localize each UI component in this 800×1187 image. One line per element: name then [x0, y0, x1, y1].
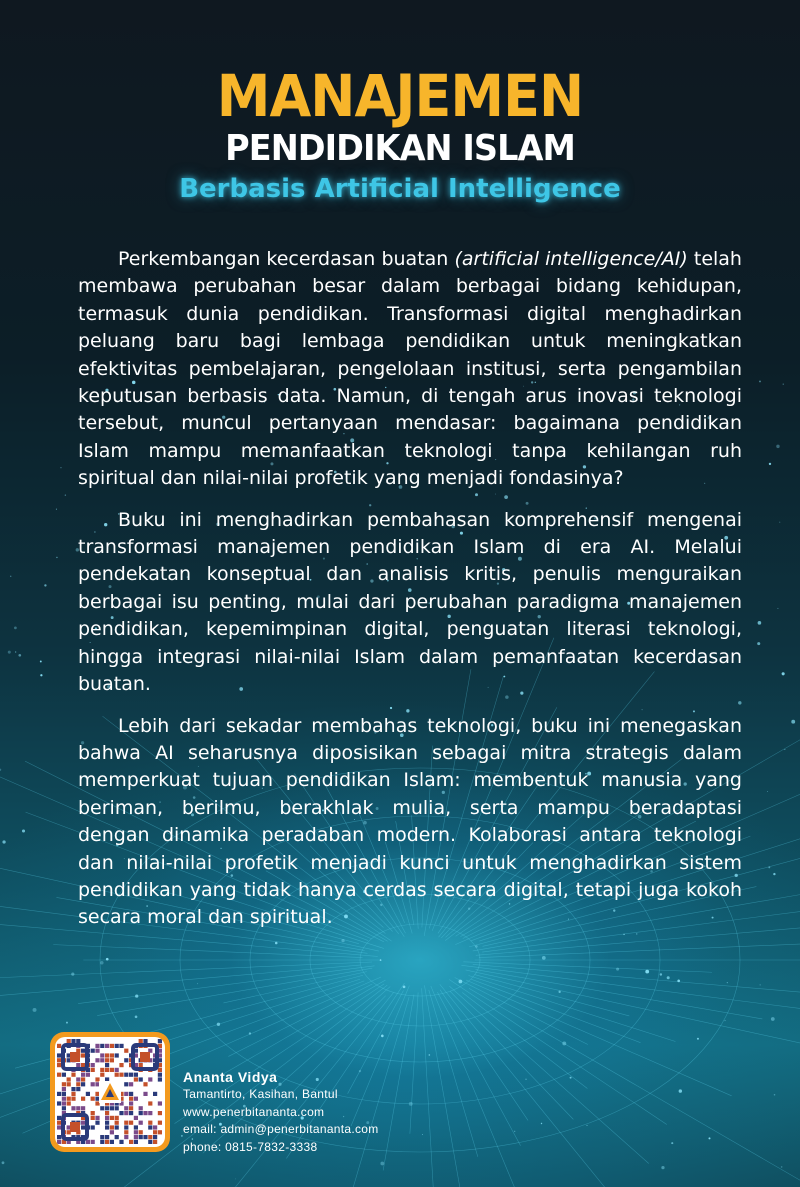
qr-module: [67, 1097, 71, 1101]
qr-code-frame: [50, 1032, 170, 1152]
qr-module: [57, 1140, 61, 1144]
qr-module: [110, 1130, 114, 1134]
network-line: [97, 968, 372, 1015]
network-node: [767, 791, 768, 792]
network-node: [18, 654, 21, 657]
qr-module: [158, 1111, 162, 1115]
qr-module: [91, 1125, 95, 1129]
qr-module: [139, 1135, 143, 1139]
network-node: [697, 1038, 699, 1040]
qr-module: [57, 1044, 61, 1048]
network-line: [469, 975, 676, 1041]
qr-module: [115, 1053, 119, 1057]
qr-module: [62, 1106, 66, 1110]
qr-module: [76, 1077, 80, 1081]
qr-module: [95, 1049, 99, 1053]
qr-module: [100, 1140, 104, 1144]
network-node: [380, 1162, 384, 1166]
network-node: [403, 986, 406, 989]
qr-module: [158, 1121, 162, 1125]
qr-module: [115, 1073, 119, 1077]
qr-module: [76, 1039, 80, 1043]
qr-module: [129, 1097, 133, 1101]
qr-module: [129, 1101, 133, 1105]
qr-module: [71, 1039, 75, 1043]
qr-module: [91, 1068, 95, 1072]
qr-module: [139, 1077, 143, 1081]
network-node: [40, 660, 42, 662]
qr-module: [124, 1073, 128, 1077]
network-node: [677, 980, 680, 983]
qr-module: [57, 1063, 61, 1067]
network-node: [791, 720, 795, 724]
network-line: [211, 980, 385, 1081]
qr-module: [81, 1082, 85, 1086]
network-node: [661, 1166, 664, 1169]
qr-module: [115, 1106, 119, 1110]
network-node: [66, 1022, 68, 1024]
qr-module: [105, 1140, 109, 1144]
network-node: [587, 1125, 588, 1126]
network-node: [249, 1032, 251, 1034]
qr-module: [143, 1039, 147, 1043]
qr-module: [158, 1068, 162, 1072]
qr-module: [91, 1049, 95, 1053]
qr-module: [129, 1073, 133, 1077]
network-node: [541, 1123, 542, 1124]
qr-module: [124, 1130, 128, 1134]
qr-module: [71, 1106, 75, 1110]
qr-module: [129, 1121, 133, 1125]
qr-module: [134, 1140, 138, 1144]
network-node: [616, 968, 619, 971]
qr-module: [143, 1135, 147, 1139]
qr-module: [134, 1073, 138, 1077]
qr-module: [129, 1082, 133, 1086]
qr-module: [57, 1125, 61, 1129]
qr-module: [95, 1101, 99, 1105]
qr-module: [129, 1092, 133, 1096]
qr-module: [95, 1097, 99, 1101]
network-node: [135, 994, 138, 997]
network-node: [759, 381, 761, 383]
qr-module: [148, 1121, 152, 1125]
qr-module: [143, 1082, 147, 1086]
book-tagline: Berbasis Artificial Intelligence: [179, 174, 621, 204]
qr-module: [95, 1058, 99, 1062]
network-node: [15, 651, 16, 652]
qr-module: [67, 1039, 71, 1043]
qr-module: [119, 1044, 123, 1048]
qr-module: [139, 1121, 143, 1125]
qr-module: [91, 1140, 95, 1144]
qr-module: [91, 1063, 95, 1067]
qr-module: [100, 1106, 104, 1110]
qr-module: [153, 1130, 157, 1134]
qr-module: [139, 1106, 143, 1110]
qr-module: [95, 1121, 99, 1125]
publisher-address: Tamantirto, Kasihan, Bantul: [183, 1087, 338, 1101]
network-node: [774, 1094, 776, 1096]
qr-module: [110, 1053, 114, 1057]
blurb-paragraph-1: [78, 246, 742, 493]
qr-module: [105, 1053, 109, 1057]
network-node: [757, 642, 760, 645]
network-node: [135, 1015, 138, 1018]
qr-module: [158, 1039, 162, 1043]
qr-module: [57, 1058, 61, 1062]
qr-module: [110, 1116, 114, 1120]
qr-code-graphic: [55, 1037, 165, 1147]
network-node: [782, 672, 785, 675]
qr-module: [62, 1073, 66, 1077]
network-node: [760, 984, 761, 985]
network-node: [725, 1020, 726, 1021]
qr-module: [129, 1106, 133, 1110]
qr-module: [115, 1125, 119, 1129]
qr-module: [57, 1121, 61, 1125]
qr-module: [76, 1082, 80, 1086]
qr-module: [115, 1044, 119, 1048]
qr-module: [76, 1087, 80, 1091]
network-node: [708, 1137, 710, 1139]
qr-module: [124, 1111, 128, 1115]
network-node: [33, 1008, 37, 1012]
qr-module: [124, 1135, 128, 1139]
qr-module: [105, 1106, 109, 1110]
qr-module: [110, 1058, 114, 1062]
qr-module: [71, 1092, 75, 1096]
qr-module: [81, 1125, 85, 1129]
network-node: [56, 557, 57, 558]
qr-module: [129, 1140, 133, 1144]
qr-module: [67, 1101, 71, 1105]
qr-module: [115, 1116, 119, 1120]
qr-module: [95, 1116, 99, 1120]
qr-module: [81, 1097, 85, 1101]
network-node: [381, 1035, 384, 1038]
network-line: [466, 970, 800, 1062]
network-node: [380, 959, 382, 961]
qr-module: [95, 1092, 99, 1096]
qr-module: [81, 1063, 85, 1067]
qr-module: [148, 1135, 152, 1139]
qr-module: [105, 1111, 109, 1115]
network-line: [449, 986, 648, 1163]
qr-module: [124, 1049, 128, 1053]
qr-module: [105, 1063, 109, 1067]
qr-module: [62, 1092, 66, 1096]
qr-module: [105, 1125, 109, 1129]
network-node: [71, 973, 74, 976]
qr-module: [158, 1073, 162, 1077]
qr-module: [115, 1135, 119, 1139]
qr-module: [86, 1073, 90, 1077]
qr-module: [139, 1039, 143, 1043]
blurb-p1-rest: telah membawa perubahan besar dalam berbagai bidang kehidupan, termasuk dunia pendidikan. Transformasi digital menghadirkan peluang baru bagi lembaga pendidikan untuk meningkatkan efektivitas pembelajaran, pengelolaan institusi, serta pengambilan keputusan berbasis data. Namun, di tengah arus inovasi teknologi tersebut, muncul pertanyaan mendasar: bagaimana pendidikan Islam mampu memanfaatkan teknologi tanpa kehilangan ruh spiritual dan nilai-nilai profetik yang menjadi fondasinya?: [78, 248, 742, 490]
network-node: [8, 651, 11, 654]
qr-module: [110, 1106, 114, 1110]
qr-module: [100, 1044, 104, 1048]
qr-finder-center-tr: [140, 1052, 150, 1062]
network-node: [771, 1017, 775, 1021]
qr-module: [57, 1135, 61, 1139]
qr-module: [105, 1121, 109, 1125]
network-node: [422, 1134, 423, 1135]
blurb-paragraph-2: Buku ini menghadirkan pembahasan komprehensif mengenai transformasi manajemen pendidikan Islam di era AI. Melalui pendekatan konseptual dan analisis kritis, penulis menguraikan berbagai isu penting, mulai dari perubahan paradigma manajemen pendidikan, kepemimpinan digital, penguatan literasi teknologi, hingga integrasi nilai-nilai Islam dalam pemanfaatan kecerdasan buatan.: [78, 508, 742, 696]
qr-module: [158, 1130, 162, 1134]
network-node: [781, 1166, 783, 1168]
network-node: [558, 991, 560, 993]
network-node: [769, 463, 771, 465]
network-node: [671, 1142, 673, 1144]
qr-module: [158, 1077, 162, 1081]
qr-module: [148, 1140, 152, 1144]
qr-module: [100, 1135, 104, 1139]
network-line: [383, 995, 414, 1171]
qr-module: [81, 1053, 85, 1057]
network-node: [40, 674, 42, 676]
network-node: [562, 1041, 566, 1045]
network-node: [727, 982, 728, 983]
qr-module: [76, 1063, 80, 1067]
qr-module: [100, 1068, 104, 1072]
blurb: [78, 246, 742, 946]
qr-module: [91, 1097, 95, 1101]
qr-module: [139, 1063, 143, 1067]
qr-module: [62, 1087, 66, 1091]
network-node: [2, 840, 5, 843]
qr-module: [71, 1073, 75, 1077]
qr-module: [57, 1116, 61, 1120]
qr-module: [71, 1097, 75, 1101]
qr-finder-center-bl: [70, 1122, 80, 1132]
qr-module: [71, 1087, 75, 1091]
qr-module: [91, 1082, 95, 1086]
network-node: [44, 584, 46, 586]
network-node: [197, 983, 198, 984]
qr-module: [134, 1130, 138, 1134]
network-node: [542, 956, 546, 960]
qr-module: [115, 1068, 119, 1072]
network-line: [429, 990, 478, 1157]
qr-module: [95, 1077, 99, 1081]
qr-module: [105, 1058, 109, 1062]
blurb-p1-start: Perkembangan kecerdasan buatan: [118, 248, 455, 270]
book-title-sub: PENDIDIKAN ISLAM: [225, 128, 575, 169]
qr-module: [134, 1125, 138, 1129]
network-node: [773, 873, 775, 875]
network-node: [235, 1178, 236, 1179]
qr-module: [148, 1101, 152, 1105]
qr-module: [86, 1140, 90, 1144]
qr-module: [67, 1077, 71, 1081]
qr-module: [81, 1049, 85, 1053]
publisher-website: www.penerbitananta.com: [183, 1104, 325, 1119]
network-node: [217, 1023, 220, 1026]
qr-module: [105, 1077, 109, 1081]
network-node: [679, 1089, 682, 1092]
qr-module: [158, 1101, 162, 1105]
qr-module: [139, 1111, 143, 1115]
qr-module: [119, 1073, 123, 1077]
qr-module: [153, 1140, 157, 1144]
network-node: [56, 509, 57, 510]
network-node: [777, 608, 778, 609]
qr-module: [57, 1073, 61, 1077]
network-node: [106, 958, 109, 961]
qr-module: [124, 1125, 128, 1129]
network-node: [2, 1161, 5, 1164]
qr-module: [119, 1140, 123, 1144]
network-node: [645, 970, 649, 974]
network-line: [223, 972, 366, 1003]
qr-module: [105, 1135, 109, 1139]
qr-module: [95, 1082, 99, 1086]
qr-module: [91, 1116, 95, 1120]
qr-module: [100, 1058, 104, 1062]
network-node: [783, 384, 784, 385]
network-line: [0, 962, 372, 984]
qr-module: [57, 1101, 61, 1105]
qr-module: [95, 1044, 99, 1048]
qr-module: [81, 1077, 85, 1081]
qr-module: [124, 1058, 128, 1062]
network-node: [570, 1077, 572, 1079]
qr-module: [148, 1077, 152, 1081]
qr-module: [134, 1097, 138, 1101]
network-node: [525, 1078, 527, 1080]
qr-module: [119, 1063, 123, 1067]
qr-module: [81, 1073, 85, 1077]
title-block: [0, 62, 800, 206]
publisher-name: Ananta Vidya: [183, 1069, 278, 1085]
network-node: [514, 1131, 515, 1132]
network-line: [473, 964, 800, 992]
qr-module: [57, 1053, 61, 1057]
qr-module: [100, 1053, 104, 1057]
qr-module: [86, 1092, 90, 1096]
qr-module: [110, 1044, 114, 1048]
qr-module: [134, 1135, 138, 1139]
qr-module: [153, 1125, 157, 1129]
network-node: [459, 980, 463, 984]
publisher-phone: phone: 0815-7832-3338: [183, 1139, 318, 1154]
qr-module: [129, 1111, 133, 1115]
network-line: [410, 992, 418, 1133]
qr-module: [110, 1125, 114, 1129]
qr-module: [119, 1111, 123, 1115]
publisher-info: [183, 1068, 379, 1156]
qr-module: [124, 1106, 128, 1110]
qr-module: [57, 1092, 61, 1096]
qr-module: [115, 1121, 119, 1125]
publisher-email: email: admin@penerbitananta.com: [183, 1122, 379, 1136]
qr-module: [81, 1106, 85, 1110]
qr-module: [139, 1130, 143, 1134]
network-node: [667, 976, 670, 979]
network-node: [0, 769, 1, 771]
qr-finder-center-tl: [70, 1052, 80, 1062]
blurb-paragraph-3: Lebih dari sekadar membahas teknologi, buku ini menegaskan bahwa AI seharusnya diposisikan sebagai mitra strategis dalam memperkuat tujuan pendidikan Islam: membentuk manusia yang beriman, berilmu, berakhlak mulia, serta mampu beradaptasi dengan dinamika peradaban modern. Kolaborasi antara teknologi dan nilai-nilai profetik menjadi kunci untuk menghadirkan sistem pendidikan yang tidak hanya cerdas secara digital, tetapi juga kokoh secara moral dan spiritual.: [78, 714, 742, 929]
network-node: [100, 961, 104, 965]
network-node: [60, 467, 61, 468]
qr-module: [134, 1116, 138, 1120]
qr-module: [81, 1121, 85, 1125]
network-line: [437, 992, 520, 1146]
qr-module: [143, 1111, 147, 1115]
qr-module: [62, 1082, 66, 1086]
network-line: [424, 985, 477, 1187]
qr-module: [134, 1077, 138, 1081]
network-node: [409, 1102, 413, 1106]
qr-module: [62, 1101, 66, 1105]
qr-code-icon: [55, 1037, 165, 1147]
qr-module: [153, 1135, 157, 1139]
qr-module: [105, 1116, 109, 1120]
network-node: [14, 626, 17, 629]
network-node: [22, 829, 25, 832]
qr-module: [110, 1140, 114, 1144]
network-node: [758, 621, 762, 625]
qr-module: [143, 1092, 147, 1096]
qr-module: [148, 1111, 152, 1115]
network-line: [466, 980, 732, 1096]
network-node: [784, 749, 785, 750]
qr-module: [105, 1068, 109, 1072]
blurb-p1-italic-term: (artificial intelligence/AI): [454, 248, 688, 270]
qr-module: [67, 1082, 71, 1086]
qr-module: [62, 1097, 66, 1101]
network-line: [455, 977, 588, 1044]
network-line: [469, 988, 800, 1187]
qr-module: [91, 1111, 95, 1115]
network-node: [65, 494, 66, 495]
qr-module: [153, 1092, 157, 1096]
qr-module: [148, 1125, 152, 1129]
book-title-main: MANAJEMEN: [216, 62, 584, 130]
qr-module: [110, 1068, 114, 1072]
qr-module: [124, 1092, 128, 1096]
network-node: [429, 1054, 431, 1056]
qr-module: [124, 1121, 128, 1125]
qr-module: [124, 1082, 128, 1086]
qr-module: [76, 1106, 80, 1110]
network-node: [776, 445, 779, 448]
publisher-logo-icon: [99, 1081, 121, 1103]
network-node: [10, 576, 11, 577]
qr-module: [100, 1073, 104, 1077]
network-node: [768, 866, 770, 868]
qr-module: [105, 1044, 109, 1048]
network-node: [660, 973, 662, 975]
network-node: [779, 522, 780, 523]
